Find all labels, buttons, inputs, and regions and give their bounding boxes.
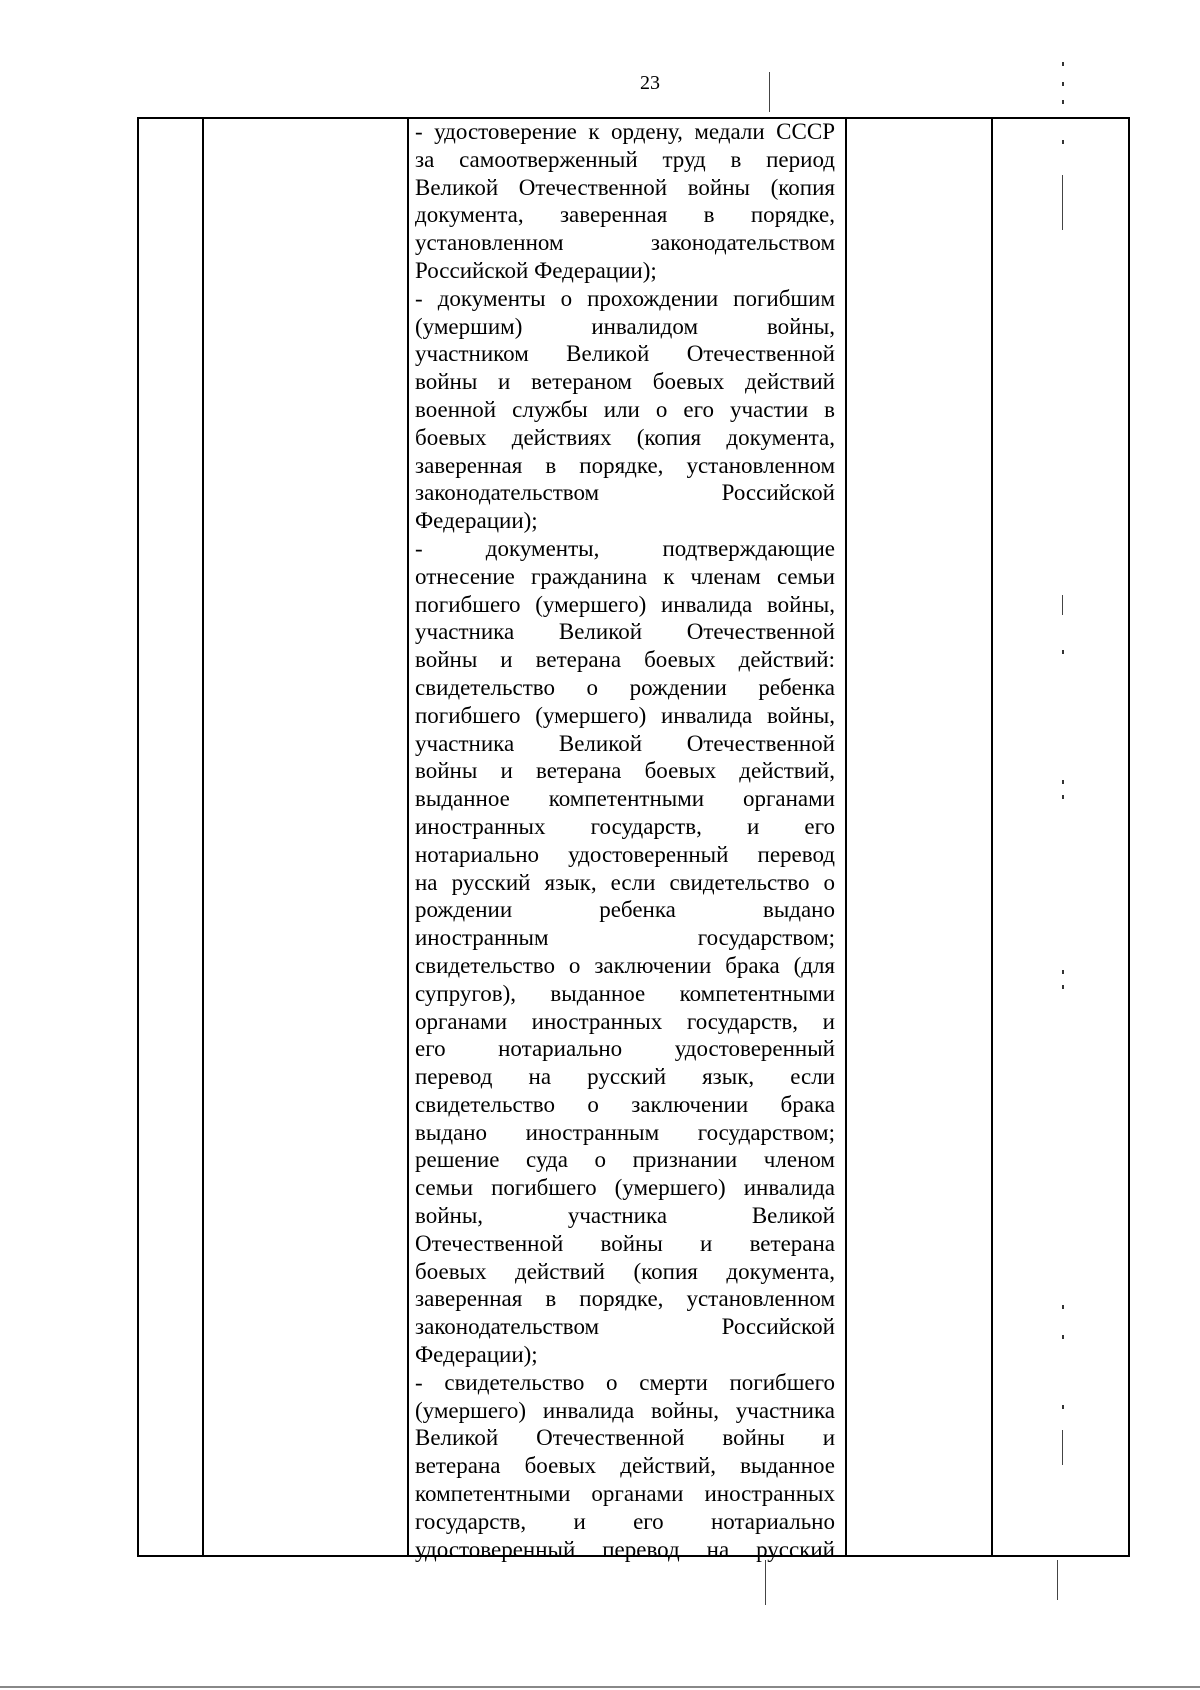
scan-artifact-dot <box>1062 795 1064 799</box>
text-line: на русский язык, если свидетельство о <box>415 869 835 895</box>
text-line: его нотариально удостоверенный <box>415 1036 835 1062</box>
text-line: компетентными органами иностранных <box>415 1481 835 1507</box>
text-line: (умершим) инвалидом войны, <box>415 313 835 339</box>
scan-artifact-dot <box>1062 82 1064 86</box>
column-divider-2 <box>407 119 409 1555</box>
text-line: ветерана боевых действий, выданное <box>415 1453 835 1479</box>
scan-artifact-dot <box>1062 1305 1064 1309</box>
text-line: свидетельство о заключении брака (для <box>415 952 835 978</box>
scan-artifact-line <box>1062 595 1063 615</box>
scan-artifact-dot <box>1062 100 1064 104</box>
column-divider-3 <box>845 119 847 1555</box>
text-line: за самоотверженный труд в период <box>415 146 835 172</box>
text-line: перевод на русский язык, если <box>415 1064 835 1090</box>
scan-artifact-line <box>765 1560 766 1605</box>
scan-artifact-dot <box>1062 1335 1064 1339</box>
text-line: погибшего (умершего) инвалида войны, <box>415 702 835 728</box>
scan-artifact-line <box>1062 175 1063 230</box>
text-line: войны и ветерана боевых действий, <box>415 758 835 784</box>
text-line: войны и ветерана боевых действий: <box>415 647 835 673</box>
scan-artifact-dot <box>1062 650 1064 654</box>
table-cell-documents-list <box>415 118 835 1563</box>
text-line: отнесение гражданина к членам семьи <box>415 563 835 589</box>
text-line: иностранным государством; <box>415 925 835 951</box>
scan-artifact-dot <box>1062 780 1064 784</box>
text-line: Федерации); <box>415 508 538 534</box>
text-line: нотариально удостоверенный перевод <box>415 841 835 867</box>
scan-artifact-dot <box>1062 140 1064 144</box>
scan-artifact-line <box>1062 1430 1063 1465</box>
scan-artifact-dot <box>1062 62 1064 66</box>
page-number: 23 <box>640 72 660 94</box>
text-line: участника Великой Отечественной <box>415 730 835 756</box>
text-line: военной службы или о его участии в <box>415 396 835 422</box>
text-line: документа, заверенная в порядке, <box>415 202 835 228</box>
text-line: - удостоверение к ордену, медали СССР <box>415 119 835 144</box>
text-line: - свидетельство о смерти погибшего <box>415 1369 835 1395</box>
text-line: (умершего) инвалида войны, участника <box>415 1397 835 1423</box>
text-line: Великой Отечественной войны (копия <box>415 174 835 200</box>
text-line: установленном законодательством <box>415 230 835 256</box>
scan-artifact-line <box>769 72 770 112</box>
text-line: войны и ветераном боевых действий <box>415 369 835 395</box>
text-line: иностранных государств, и его <box>415 813 835 839</box>
scan-artifact-line <box>1057 1560 1058 1600</box>
text-line: рождении ребенка выдано <box>415 897 835 923</box>
text-line: органами иностранных государств, и <box>415 1008 835 1034</box>
scan-artifact-dot <box>1062 1405 1064 1409</box>
text-line: законодательством Российской <box>415 480 835 506</box>
text-line: войны, участника Великой <box>415 1203 835 1229</box>
scan-artifact-dot <box>1062 985 1064 989</box>
text-line: Российской Федерации); <box>415 257 657 283</box>
text-line: семьи погибшего (умершего) инвалида <box>415 1175 835 1201</box>
text-line: Отечественной войны и ветерана <box>415 1230 835 1256</box>
scan-artifact-dot <box>1062 970 1064 974</box>
text-line: выданное компетентными органами <box>415 786 835 812</box>
text-line: участника Великой Отечественной <box>415 619 835 645</box>
text-line: государств, и его нотариально <box>415 1508 835 1534</box>
text-line: Великой Отечественной войны и <box>415 1425 835 1451</box>
text-line: законодательством Российской <box>415 1314 835 1340</box>
text-line: боевых действий (копия документа, <box>415 1258 835 1284</box>
text-line: супругов), выданное компетентными <box>415 980 835 1006</box>
text-line: заверенная в порядке, установленном <box>415 452 835 478</box>
text-line: участником Великой Отечественной <box>415 341 835 367</box>
scan-bottom-edge <box>0 1686 1200 1688</box>
text-line: выдано иностранным государством; <box>415 1119 835 1145</box>
text-line: удостоверенный перевод на русский <box>415 1536 835 1562</box>
text-line: - документы, подтверждающие <box>415 535 835 561</box>
text-line: погибшего (умершего) инвалида войны, <box>415 591 835 617</box>
column-divider-1 <box>202 119 204 1555</box>
documents-paragraph <box>415 118 835 1563</box>
text-line: боевых действиях (копия документа, <box>415 424 835 450</box>
text-line: Федерации); <box>415 1342 538 1368</box>
text-line: заверенная в порядке, установленном <box>415 1286 835 1312</box>
text-line: - документы о прохождении погибшим <box>415 285 835 311</box>
text-line: решение суда о признании членом <box>415 1147 835 1173</box>
text-line: свидетельство о рождении ребенка <box>415 674 835 700</box>
text-line: свидетельство о заключении брака <box>415 1091 835 1117</box>
column-divider-4 <box>991 119 993 1555</box>
